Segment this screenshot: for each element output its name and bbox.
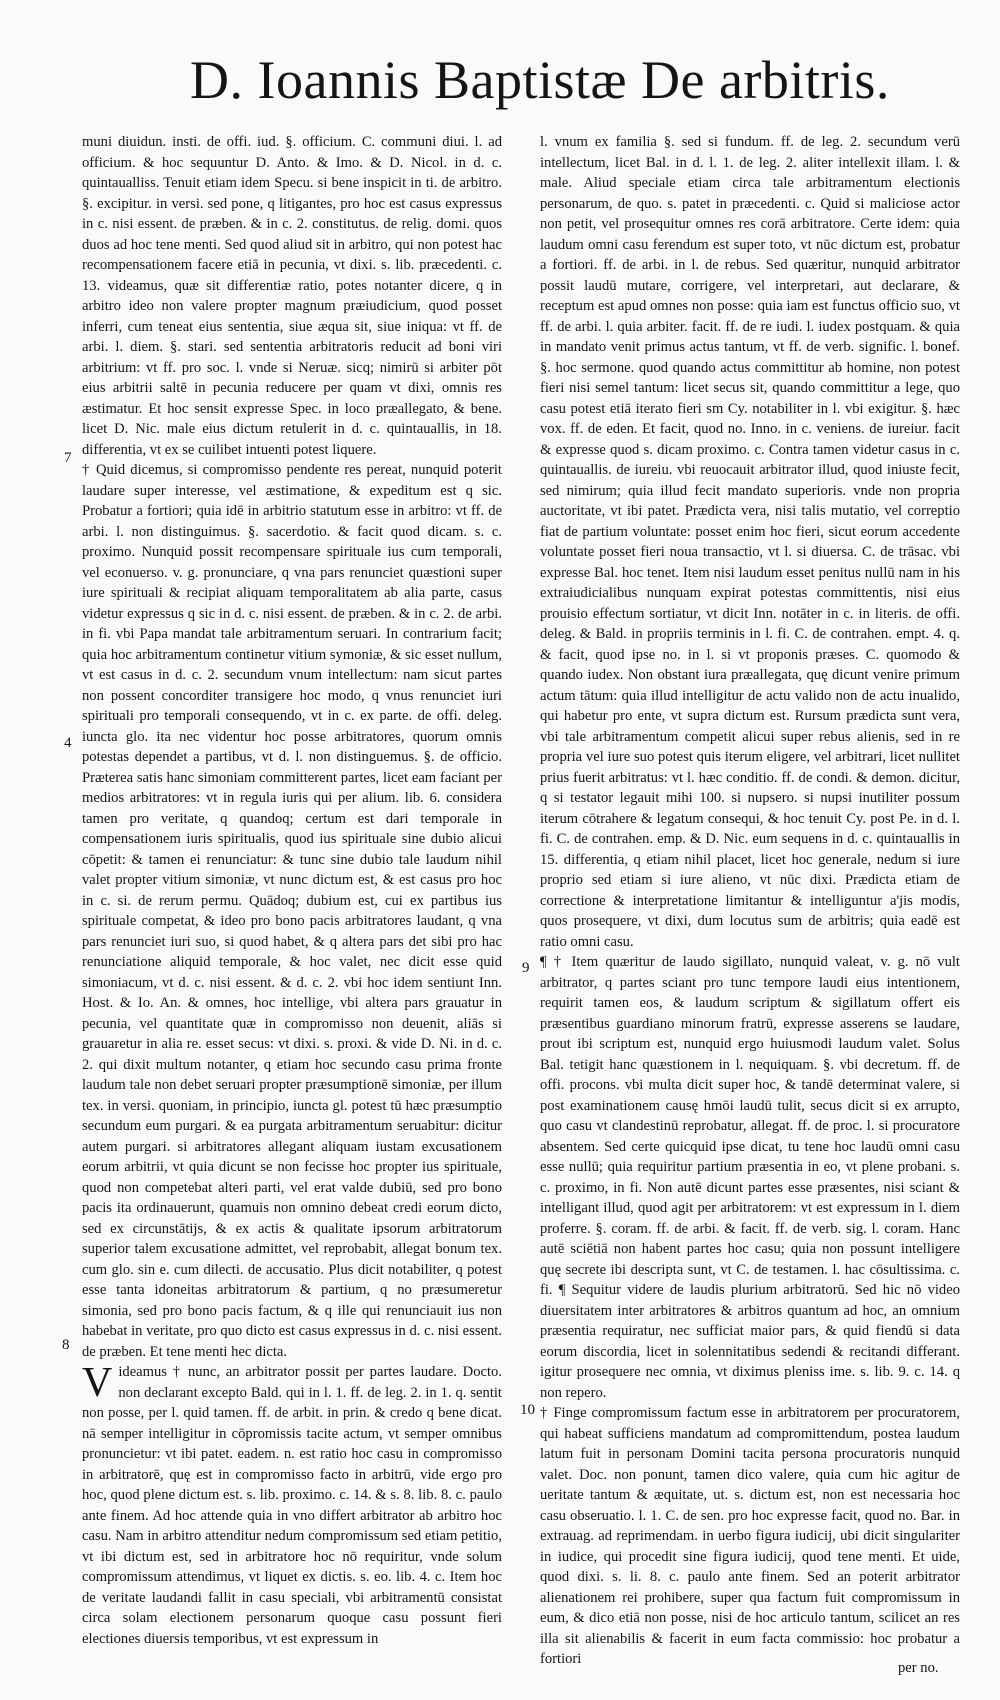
margin-number-9: 9	[522, 960, 530, 976]
catchword: per no.	[898, 1660, 939, 1676]
right-column	[540, 132, 960, 1672]
margin-number-8: 8	[62, 1337, 70, 1353]
left-paragraph-3-text: † nunc, an arbitrator possit per partes laudare. Docto. non declarant excepto Bald. qui in l. 1. ff. de leg. 2. in 1. q. sentit non posse, per l. quid tamen. ff. de arbit. in prin. & credo q bene dicat. nā semper intelligitur in cōpromissis tacite actum, vt semper omnibus pronuncietur: vt ibi patet. eadem. n. est ratio hoc casu in compromisso in arbitratorē, quę est in compromisso facto in arbitrū, vide ergo pro hoc, quod plene dictum est. s. lib. proximo. c. 14. & s. 8. lib. 8. c. paulo ante finem. Ad hoc attende quia in vno differt arbitrator ab arbitro hoc casu. Nam in arbitro attenditur nedum compromissum sed etiam petitio, vt ibi dictum est, sed in arbitratore hoc nō requiritur, vnde solum compromissum attendimus, vt liquet ex dictis. s. eo. lib. 4. c. Item hoc de veritate laudandi fallit in casu speciali, vbi arbitramentū consistat circa solam electionem personarum quoque casu possunt fieri electiones diuersis temporibus, vt est expressum in	[82, 1364, 502, 1647]
right-paragraph-3: † Finge compromissum factum esse in arbitratorem per procuratorem, qui habeat sufficiens mandatum ad compromittendum, postea laudum latum fuit in personam Domini tacita persona procuratoris nunquid valet. Doc. non ponunt, tamen dico valere, quia cum hic agitur de ueritate tantum & æquitate, ut. s. dictum est, non est necessaria hoc casu obseruatio. l. 1. C. de sen. pro hoc expresse facit, quod no. Bar. in extrauag. ad reprimendam. in uerbo figura iudicij, ubi dicit singulariter in iudice, qui procedit sine figura iudicij, quod tene menti. Et uide, quod dixi. s. li. 8. c. paulo ante finem. Sed an poterit arbitrator alienationem rei prohibere, super qua factum fuit compromissum in eum, & dico etiā non posse, nisi de hoc articulo tantum, scilicet an res illa sit alienabilis & facerit in eum facta commissio: hoc probatur a fortiori	[540, 1405, 960, 1667]
drop-initial: V	[82, 1360, 113, 1406]
margin-number-10: 10	[520, 1402, 535, 1418]
right-paragraph-2: ¶ † Item quæritur de laudo sigillato, nunquid valeat, v. g. nō vult arbitrator, q partes sciant pro tunc tempore laudi eius intentionem, requirit tamen eos, & laudum scriptum & sigillatum offert eis præsentibus guardiano minorum fratrū, expresse asserens se laudare, prout ibi scriptum est, nunquid ergo huiusmodi laudum valet. Solus Bal. tetigit hanc quæstionem in l. nequiquam. §. vbi decretum. ff. de offi. procons. vbi multa dicit super hoc, & tandē determinat valere, si post examinationem causę hmōi laudū tulit, secus dicit si ex arrupto, quo casu vt clandestinū reprobatur, allegat. ff. de proc. l. si procuratore absentem. Sed certe quicquid ipse dicat, tu tene hoc laudū omni casu esse nullū; quia requiritur partium præsentia in eo, vt plene probani. s. c. proximo, in fi. Non autē dicunt partes esse præsentes, nisi sciant & intelligant illud, quod agit per arbitratorem: vt est expressum in l. diem proferre. §. coram. ff. de arbi. & facit. ff. de verb. sig. l. coram. Hanc autē sciētiā non habent partes hoc casu; quia non possunt intelligere quę secrete ibi descripta sunt, vt C. de testamen. l. hac cōsultissima. c. fi. ¶ Sequitur videre de laudis plurium arbitratorū. Sed hic nō video diuersitatem inter arbitratores & arbitros quantum ad hoc, an omnium præsentia requiratur, nec sufficiat maior pars, & quid fiendū si data eorum discordia, licet in solennitatibus sedendi & recitandi differant. igitur prosequere nec omnia, vt diximus pleniss ime. s. lib. 9. c. 14. q non repero.	[540, 954, 960, 1401]
left-paragraph-2: † Quid dicemus, si compromisso pendente res pereat, nunquid poterit laudare super interesse, vel æstimatione, & expeditum est q sic. Probatur a fortiori; quia idē in arbitrio statutum esse in arbitro: vt ff. de arbi. l. non distinguimus. §. sacerdotio. & facit quod dicam. s. c. proximo. Nunquid possit recompensare spirituale ius cum temporali, vel econuerso. v. g. pronunciare, q vna pars renunciet quæstioni super iure spirituali & recipiat aliquam temporalitatem ab alia parte, casus videtur expressus q sic in d. c. nisi essent. de præben. & in c. 2. de arbi. in fi. vbi Papa mandat tale arbitramentum seruari. In contrarium facit; quia hoc arbitramentum continetur vitium symoniæ, & sic esset nullum, vt est casus in d. c. 2. secundum vnum intellectum: nam sicut partes non possent concorditer transigere hoc modo, q vnus renunciet iuri spirituali pro temporali consequendo, vt in c. ex parte. de offi. deleg. iuncta glo. ita nec videntur hoc posse arbitratores, quorum omnis potestas dependet a partibus, vt d. l. non distinguemus. §. de officio. Præterea satis hanc simoniam committerent partes, licet eam faciant per medios arbitratores: vt in regula iuris qui per alium. lib. 6. considera tamen pro veritate, q quandoq; certum est dari temporale in compensationem iuris spiritualis, quod ius spirituale sine dubio alicui cōpetit: & tamen ei renunciatur: & tunc sine dubio tale laudum nihil valet propter vitium simoniæ, vt nunc dictum est, & est casus pro hoc in c. si. de rerum permu. Quādoq; dubium est, cui ex partibus ius spirituale competat, & ideo pro bono pacis arbitratores laudant, q vna pars renunciet iuri suo, si quod habet, & q altera pars det sibi pro hac renunciatione aliquid temporale, & hoc valet, nec dicit esse quid simoniacum, vt d. c. nisi essent. & d. c. 2. vbi hoc idem sentiunt Inn. Host. & Io. An. & omnes, hoc intellige, vbi altera pars grauatur in pecunia, vel quantitate quæ in compromisso non deuenit, aliās si grauaretur in alia re. esset secus: vt dixi. s. proxi. & vide D. Ni. in d. c. 2. qui dixit multum notanter, q etiam hoc secundo casu prima fronte laudum tale non debet seruari propter præsumptionē simoniæ, per illum tex. in versi. quoniam, in principio, iuncta gl. potest tū hæc præsumptio secundum eum purgari. & ea purgata arbitramentum seruabitur: dicitur autem purgari. si arbitratores allegant aliquam iustam excusationem eorum arbitrii, vt quia dicunt se non fecisse hoc propter ius spirituale, quod non competebat alteri parti, vel erat valde dubiū, sed pro bono pacis ita ordinauerunt, quamuis non omnino debeat credi eorum dicto, sed ex circunstātijs, & ex actis & qualitate ipsorum arbitratorum superior talem excusatione admittet, vel reprobabit, allegat bonum tex. cum glo. sin e. cum dilecti. de accusatio. Plus dicit notabiliter, q potest esse tanta idoneitas arbitratorum & partium, q no præsumeretur simonia, sed pro bono pacis factum, & q ille qui renunciauit ius non habebat in veritate, pro quo dicto est casus expressus in d. c. nisi essent. de præben. Et tene menti hec dicta.	[82, 462, 502, 1360]
margin-number-7: 7	[64, 450, 72, 466]
right-paragraph-1: l. vnum ex familia §. sed si fundum. ff. de leg. 2. secundum verū intellectum, licet Bal. in d. l. 1. de leg. 2. aliter intellexit illam. l. & male. Aliud speciale etiam circa tale arbitramentum electionis personarum, de quo. s. patet in præcedenti. c. Quid si maliciose actor non petit, vel prosequitur omnes res corā arbitratore. Certe idem: quia laudum omni casu ferendum est super toto, vt nūc dictum est, probatur a fortiori. ff. de arbi. in l. de rebus. Sed quæritur, nunquid arbitrator possit laudū mutare, corrigere, vel interpretari, aut declarare, & receptum est apud omnes non posse: quia iam est functus officio suo, vt ff. de arbi. l. quia arbiter. facit. ff. de re iudi. l. iudex postquam. & quia in mandato venit primus actus tantum, vt ff. de verb. signific. l. bonef. §. hoc sermone. quod quando actus committitur ab homine, non potest fieri nisi semel tantum: licet secus sit, quando committitur a lege, quo casu potest etiā iterato fieri sm Cy. notabiliter in l. vbi exigitur. §. hæc vox. ff. de eden. Et facit, quod no. Inno. in c. veniens. de iureiur. facit & expresse quod s. dicam proximo. c. Contra tamen videtur casus in c. quintauallis. de iureiu. vbi reuocauit arbitrator illud, quod iniuste fecit, sed nimirum; quia illud fecit mandato superioris. vnde non propria auctoritate, vt ibi patet. Prædicta vera, nisi talis mutatio, vel correptio fiat de partium voluntate: posset enim hoc fieri, sicut eorum accedente voluntate posset fieri noua transactio, vt l. si diuersa. C. de trāsac. vbi expresse Bal. hoc tenet. Item nisi laudum esset penitus nullū nam in his extraiudicialibus nunquam expirat potestas committentis, nisi eius prouisio effectum sortiatur, vt dicit Inn. notāter in c. in literis. de offi. deleg. & Bald. in propriis terminis in l. fi. C. de contrahen. empt. 4. q. & facit, quod ipse no. in l. si vt proponis præses. C. quomodo & quando iudex. Non obstant iura præallegata, quę dicunt venire primum actum tātum: quia illud intelligitur de actu valido non de actu inualido, qui habetur pro ente, vt supra dictum est. Rursum prædicta sunt vera, vbi tale arbitramentum competit alicui super rebus alienis, sed in re propria vel iure suo potest quis iterum eligere, vel arbitrari, licet nullitet prius fuerit arbitratus: vt l. hæc conditio. ff. de condi. & demon. dicitur, q si testator legauit mihi 100. si nupsero. si nupsi inutiliter possum iterum cōtrahere & legatum consequi, & hoc tenuit Cy. post Pe. in d. l. fi. C. de contrahen. emp. & D. Nic. eum sequens in d. c. quintauallis in 15. differentia, q etiam nihil placet, licet hoc generale, nedum si iure proprio sed etiam si iure alieno, vt nūc dixi. Prædicta etiam de correctione & interpretatione limitantur & intelliguntur a'jis modis, quos prosequere, vt dixi, dum locutus sum de arbitris; quia eadē est ratio omni casu.	[540, 134, 960, 950]
left-column	[82, 132, 502, 1672]
left-paragraph-1: muni diuidun. insti. de offi. iud. §. officium. C. communi diui. l. ad officium. & hoc sequuntur D. Anto. & Imo. & D. Nicol. in d. c. quintaualliss. Tenuit etiam idem Specu. si bene inspicit in ti. de arbitro. §. excipitur. in versi. sed pone, q litigantes, pro hoc est casus expressus in c. nisi essent. de præben. & in c. 2. constitutus. de relig. domi. quos duos ad hoc tene menti. Sed quod aliud sit in arbitro, qui non potest hac recompensationem facere etiā in pecunia, vt dixi. s. lib. præcedenti. c. 13. videamus, quæ sit differentiæ ratio, potes notanter dicere, q in arbitro ideo non valere propter magnum præiudicium, quod posset inferri, cum teneat eius sententia, siue æqua sit, siue iniqua: vt ff. de arbi. l. diem. §. stari. sed sententia arbitratoris reducit ad boni viri arbitrium: vt ff. pro soc. l. vnde si Neruæ. sicq; nimirū si arbiter pōt eius arbitrii saltē in pecunia reducere per quam vt dixi, omnis res æstimatur. Et hoc sensit expresse Spec. in loco præallegato, & bene. licet D. Nic. male eius dictum retulerit in d. c. quintauallis, in 18. differentia, vt ex se cuilibet intuenti potest liquere.	[82, 134, 502, 458]
margin-number-4: 4	[64, 735, 72, 751]
running-head: D. Ioannis Baptistæ De arbitris.	[190, 50, 890, 110]
left-paragraph-3	[82, 1362, 502, 1649]
left-paragraph-3-word: ideamus	[118, 1364, 167, 1380]
